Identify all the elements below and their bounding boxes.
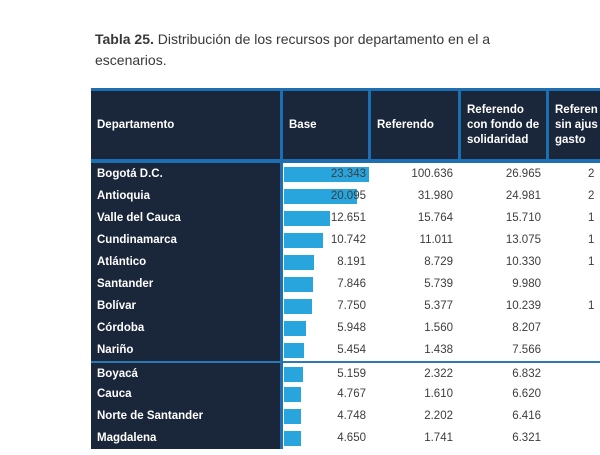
sin-ajuste-partial: 2 [549, 163, 600, 185]
header-referendo-sin-ajuste: Referen sin ajus gasto [549, 91, 600, 159]
sin-ajuste-partial: 1 [549, 207, 600, 229]
base-value: 5.948 [337, 322, 366, 334]
base-value: 4.767 [337, 388, 366, 400]
table-row [91, 251, 600, 273]
dept-name: Nariño [97, 344, 134, 356]
base-value: 10.742 [330, 234, 366, 246]
base-cell [283, 273, 371, 295]
table-body [91, 163, 600, 449]
sin-ajuste-partial [549, 339, 600, 361]
dept-cell [91, 251, 283, 273]
referendo-value: 11.011 [371, 229, 461, 251]
referendo-value: 2.202 [371, 405, 461, 427]
base-cell [283, 163, 371, 185]
caption-label: Tabla 25. [95, 31, 154, 47]
dept-name: Cauca [97, 388, 132, 400]
table-row [91, 229, 600, 251]
sin-ajuste-partial [549, 427, 600, 449]
referendo-value: 5.377 [371, 295, 461, 317]
fondo-value: 6.620 [461, 383, 549, 405]
dept-name: Atlántico [97, 256, 147, 268]
fondo-value: 15.710 [461, 207, 549, 229]
base-cell [283, 405, 371, 427]
sin-ajuste-partial [549, 361, 600, 383]
sin-ajuste-partial [549, 405, 600, 427]
base-value: 7.750 [337, 300, 366, 312]
base-cell [283, 339, 371, 361]
referendo-value: 8.729 [371, 251, 461, 273]
dept-cell [91, 229, 283, 251]
base-value: 4.748 [337, 410, 366, 422]
referendo-value: 1.610 [371, 383, 461, 405]
fondo-value: 9.980 [461, 273, 549, 295]
base-cell [283, 185, 371, 207]
dept-name: Cundinamarca [97, 234, 177, 246]
caption-line-2: escenarios. [95, 52, 167, 68]
table-row [91, 361, 600, 383]
header-referendo: Referendo [371, 91, 461, 159]
dept-cell [91, 185, 283, 207]
referendo-value: 1.438 [371, 339, 461, 361]
table-header-row [91, 88, 600, 163]
dept-cell [91, 405, 283, 427]
dept-name: Magdalena [97, 432, 157, 444]
table-row [91, 163, 600, 185]
dept-name: Córdoba [97, 322, 145, 334]
referendo-value: 100.636 [371, 163, 461, 185]
table-row [91, 317, 600, 339]
table-row [91, 185, 600, 207]
referendo-value: 5.739 [371, 273, 461, 295]
fondo-value: 8.207 [461, 317, 549, 339]
dept-name: Antioquia [97, 190, 151, 202]
dept-name: Santander [97, 278, 154, 290]
dept-cell [91, 273, 283, 295]
dept-cell [91, 339, 283, 361]
table-row [91, 339, 600, 361]
dept-name: Bolívar [97, 300, 136, 312]
base-value: 20.095 [330, 190, 366, 202]
header-base: Base [283, 91, 371, 159]
sin-ajuste-partial: 1 [549, 251, 600, 273]
table-row [91, 273, 600, 295]
base-value: 7.846 [337, 278, 366, 290]
dept-name: Valle del Cauca [97, 212, 181, 224]
sin-ajuste-partial: 1 [549, 295, 600, 317]
dept-cell [91, 207, 283, 229]
base-value: 12.651 [330, 212, 366, 224]
dept-cell [91, 317, 283, 339]
dept-cell [91, 361, 283, 383]
base-cell [283, 427, 371, 449]
fondo-value: 26.965 [461, 163, 549, 185]
dept-name: Bogotá D.C. [97, 168, 163, 180]
fondo-value: 13.075 [461, 229, 549, 251]
base-cell [283, 361, 371, 383]
fondo-value: 6.832 [461, 361, 549, 383]
dept-cell [91, 163, 283, 185]
header-referendo-con-fondo: Referendo con fondo de solidaridad [461, 91, 549, 159]
base-value: 5.159 [337, 368, 366, 380]
fondo-value: 6.416 [461, 405, 549, 427]
header-departamento: Departamento [91, 91, 283, 159]
dept-cell [91, 427, 283, 449]
table-row [91, 295, 600, 317]
referendo-value: 31.980 [371, 185, 461, 207]
sin-ajuste-partial [549, 317, 600, 339]
sin-ajuste-partial: 1 [549, 229, 600, 251]
fondo-value: 10.330 [461, 251, 549, 273]
fondo-value: 7.566 [461, 339, 549, 361]
data-table [91, 88, 600, 449]
fondo-value: 24.981 [461, 185, 549, 207]
base-cell [283, 383, 371, 405]
table-row [91, 405, 600, 427]
base-value: 8.191 [337, 256, 366, 268]
dept-cell [91, 383, 283, 405]
base-cell [283, 251, 371, 273]
fondo-value: 10.239 [461, 295, 549, 317]
referendo-value: 1.741 [371, 427, 461, 449]
base-value: 23.343 [330, 168, 366, 180]
dept-name: Boyacá [97, 368, 138, 380]
dept-cell [91, 295, 283, 317]
referendo-value: 1.560 [371, 317, 461, 339]
table-caption [95, 29, 600, 71]
base-cell [283, 317, 371, 339]
sin-ajuste-partial [549, 273, 600, 295]
table-row [91, 207, 600, 229]
sin-ajuste-partial [549, 383, 600, 405]
base-value: 4.650 [337, 432, 366, 444]
caption-line-1 [95, 29, 600, 50]
table-row [91, 427, 600, 449]
referendo-value: 15.764 [371, 207, 461, 229]
base-value: 5.454 [337, 344, 366, 356]
sin-ajuste-partial: 2 [549, 185, 600, 207]
base-cell [283, 207, 371, 229]
base-cell [283, 229, 371, 251]
base-cell [283, 295, 371, 317]
caption-text: Distribución de los recursos por departamento en el a [153, 31, 491, 47]
fondo-value: 6.321 [461, 427, 549, 449]
dept-name: Norte de Santander [97, 410, 204, 422]
referendo-value: 2.322 [371, 361, 461, 383]
table-row [91, 383, 600, 405]
